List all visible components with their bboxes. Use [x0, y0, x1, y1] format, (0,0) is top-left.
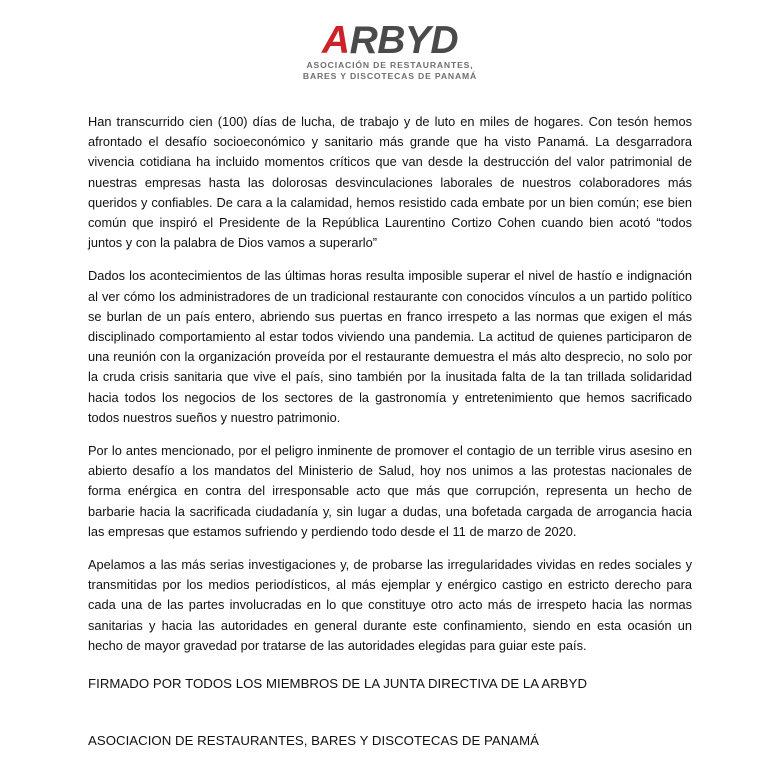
paragraph-3: Por lo antes mencionado, por el peligro inminente de promover el contagio de un terrible virus asesino en abierto desafío a los mandatos del Ministerio de Salud, hoy nos unimos a las protestas nacionales de forma enérgica en contra del irresponsable acto que más que corrupción, representa un hecho de barbarie hacia la sacrificada ciudadanía y, sin lugar a dudas, una bofetada cargada de arrogancia hacia las empresas que estamos sufriendo y perdiendo todo desde el 11 de marzo de 2020.: [88, 443, 692, 539]
logo-subtitle-line-2: BARES Y DISCOTECAS DE PANAMÁ: [302, 70, 478, 81]
logo-subtitle-line-1: ASOCIACIÓN DE RESTAURANTES,: [306, 60, 474, 71]
signature-block: [88, 674, 692, 751]
organization-name-line: ASOCIACION DE RESTAURANTES, BARES Y DISCOTECAS DE PANAMÁ: [88, 733, 540, 748]
letter-body: [88, 112, 692, 656]
arbyd-wordmark: [321, 19, 459, 62]
letterhead-logo: [0, 19, 780, 81]
paragraph-2: Dados los acontecimientos de las últimas horas resulta imposible superar el nivel de hastío e indignación al ver cómo los administradores de un tradicional restaurante con conocidos vínculos a un partido político se burlan de un país entero, abriendo sus puertas en franco irrespeto a las normas que exigen el más disciplinado comportamiento al estar todos viviendo una pandemia. La actitud de quienes participaron de una reunión con la organización proveída por el restaurante demuestra el más alto desprecio, no solo por la cruda crisis sanitaria que vive el país, sino también por la inusitada falta de la tan trillada solidaridad hacia todos los negocios de los sectores de la gastronomía y entretenimiento que hemos sacrificado todos nuestros sueños y nuestro patrimonio.: [88, 268, 692, 425]
signed-by-line: FIRMADO POR TODOS LOS MIEMBROS DE LA JUNTA DIRECTIVA DE LA ARBYD: [88, 676, 588, 691]
paragraph-4: Apelamos a las más serias investigaciones y, de probarse las irregularidades vividas en redes sociales y transmitidas por los medios periodísticos, al más ejemplar y enérgico castigo en estricto derecho para cada una de las partes involucradas en lo que constituye otro acto más de irrespeto hacia las normas sanitarias y hacia las autoridades en general durante este confinamiento, siendo en esta ocasión un hecho de mayor gravedad por tratarse de las autoridades elegidas para guiar este país.: [88, 557, 692, 653]
paragraph-1: Han transcurrido cien (100) días de lucha, de trabajo y de luto en miles de hogares. Con tesón hemos afrontado el desafío socioeconómico y sanitario más grande que ha visto Panamá. La desgarradora vivencia cotidiana ha incluido momentos críticos que van desde la destrucción del valor patrimonial de nuestras empresas hasta las dolorosas desvinculaciones laborales de nuestros colaboradores más queridos y confiables. De cara a la calamidad, hemos resistido cada embate por un bien común; ese bien común que inspiró el Presidente de la República Laurentino Cortizo Cohen cuando bien acotó “todos juntos y con la palabra de Dios vamos a superarlo”: [88, 114, 692, 251]
logo-letters-rbyd: RBYD: [349, 19, 459, 62]
logo-letter-a: A: [321, 19, 350, 62]
